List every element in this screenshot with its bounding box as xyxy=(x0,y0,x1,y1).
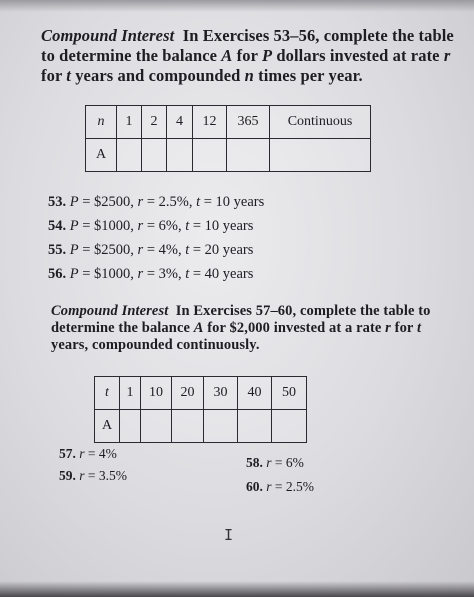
list-item: 55. P = $2500, r = 4%, t = 20 years xyxy=(48,242,254,258)
section-heading-53-56: Compound Interest In Exercises 53–56, complete the table to determine the balance A for P dollars invested at rate r for t years and compounded n times per year. xyxy=(41,26,454,85)
table-header-cell: 30 xyxy=(204,377,238,410)
table-row-header: A xyxy=(95,410,120,443)
list-item: 53. P = $2500, r = 2.5%, t = 10 years xyxy=(48,194,265,210)
table-cell xyxy=(238,410,272,443)
photo-bottom-shadow xyxy=(0,581,474,597)
table-t-vs-a xyxy=(94,376,307,443)
list-item: 56. P = $1000, r = 3%, t = 40 years xyxy=(48,266,254,282)
table-header-cell: 4 xyxy=(167,106,193,139)
table-cell xyxy=(120,410,141,443)
table-header-cell: 20 xyxy=(172,377,204,410)
table-row xyxy=(95,410,307,443)
table-cell xyxy=(172,410,204,443)
list-item: 54. P = $1000, r = 6%, t = 10 years xyxy=(48,218,254,234)
table-cell xyxy=(193,139,227,172)
list-item: 60. r = 2.5% xyxy=(246,479,314,494)
table-cell xyxy=(204,410,238,443)
table-header-cell: 2 xyxy=(142,106,167,139)
table-cell xyxy=(117,139,142,172)
table-cell xyxy=(142,139,167,172)
table-header-cell: 50 xyxy=(272,377,307,410)
table-cell xyxy=(270,139,371,172)
list-item: 59. r = 3.5% xyxy=(59,468,127,483)
table-header-cell: 40 xyxy=(238,377,272,410)
section-heading-57-60: Compound Interest In Exercises 57–60, complete the table to determine the balance A for $2,000 invested at a rate r for t years, compounded continuously. xyxy=(51,303,431,353)
table-row xyxy=(86,139,371,172)
table-cell xyxy=(227,139,270,172)
table-header-cell: Continuous xyxy=(270,106,371,139)
table-header-cell: 1 xyxy=(117,106,142,139)
table-cell xyxy=(272,410,307,443)
text-cursor-icon: I xyxy=(224,526,234,544)
list-item: 58. r = 6% xyxy=(246,455,304,470)
table-header-cell: 12 xyxy=(193,106,227,139)
table-row-header: A xyxy=(86,139,117,172)
table-header-cell: 10 xyxy=(141,377,172,410)
table-header-cell: t xyxy=(95,377,120,410)
table-cell xyxy=(141,410,172,443)
heading-lead: Compound Interest xyxy=(51,303,169,319)
table-header-cell: 1 xyxy=(120,377,141,410)
table-n-vs-a xyxy=(85,105,371,172)
heading-lead: Compound Interest xyxy=(41,26,175,45)
table-header-cell: 365 xyxy=(227,106,270,139)
table-row xyxy=(86,106,371,139)
table-cell xyxy=(167,139,193,172)
photo-top-shadow xyxy=(0,0,474,12)
list-item: 57. r = 4% xyxy=(59,446,117,461)
table-row xyxy=(95,377,307,410)
table-header-cell: n xyxy=(86,106,117,139)
